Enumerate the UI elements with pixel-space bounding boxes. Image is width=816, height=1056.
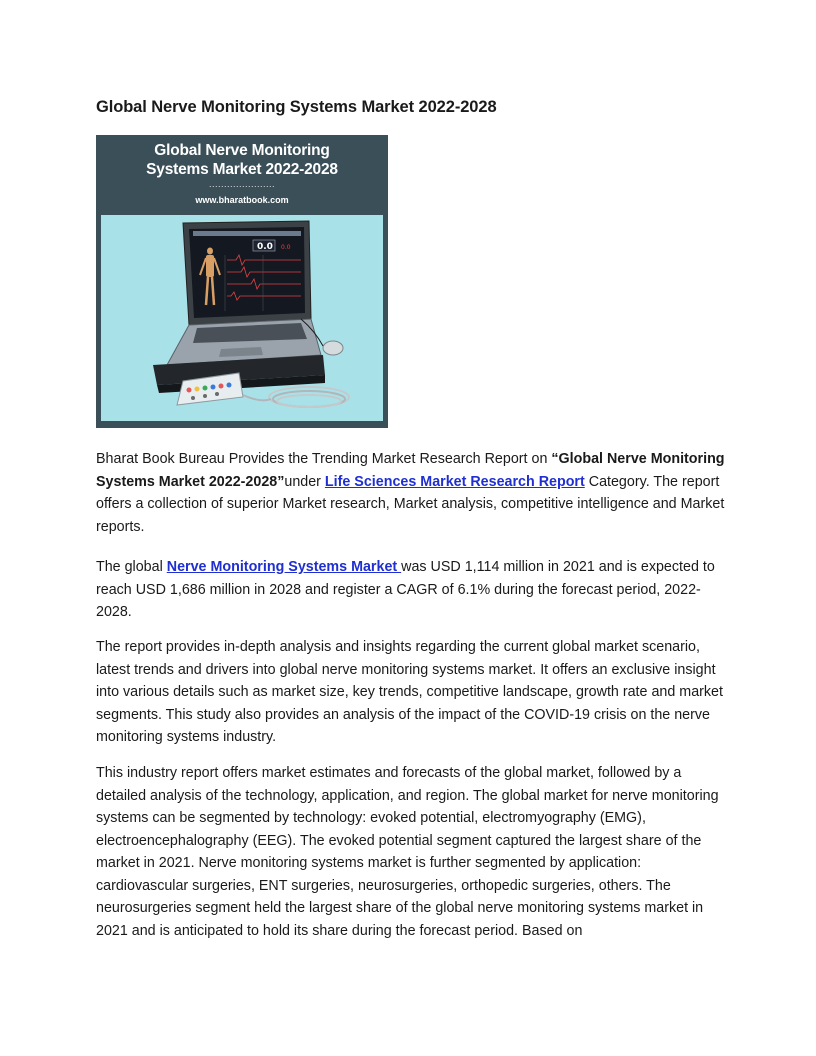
banner-url: www.bharatbook.com [195, 195, 289, 205]
page-title: Global Nerve Monitoring Systems Market 2022-2028 [96, 98, 497, 116]
segmentation-paragraph: This industry report offers market estimates and forecasts of the global market, followed by a detailed analysis of the technology, application, and region. The global market for nerve monitoring systems can be segmented by technology: evoked potential, electromyography (EMG), electroencephalography (EEG). The evoked potential segment captured the largest share of the market in 2021. Nerve monitoring systems market is further segmented by application: cardiovascular surgeries, ENT surgeries, neurosurgeries, orthopedic surgeries, others. The neurosurgeries segment held the largest share of the global nerve monitoring systems market in 2021 and is anticipated to hold its share during the forecast period. Based on [96, 765, 719, 939]
banner-dots: ...................... [208, 179, 275, 189]
report-title-bold: “Global Nerve Monitoring Systems Market 2022-2028” [96, 451, 725, 490]
intro-paragraph [96, 448, 726, 538]
intro-text-after: Category. The report offers a collection of superior Market research, Market analysis, competitive intelligence and Market reports. [96, 473, 725, 535]
banner-header [96, 141, 388, 205]
mouse [323, 341, 343, 355]
nerve-monitoring-market-link[interactable]: Nerve Monitoring Systems Market [166, 559, 402, 575]
banner-title-line2: Systems Market 2022-2028 [146, 161, 338, 178]
nerve-monitor-illustration [101, 215, 383, 421]
report-banner-image [96, 135, 388, 428]
market-text-before: The global [96, 559, 167, 575]
screen-readout-2: 0.0 [281, 244, 291, 251]
market-size-paragraph [96, 556, 726, 624]
banner-title-line1: Global Nerve Monitoring [154, 142, 330, 159]
intro-text-mid: under [284, 473, 325, 490]
screen-readout: 0.0 [257, 242, 273, 252]
intro-text-before: Bharat Book Bureau Provides the Trending Market Research Report on [96, 451, 552, 467]
analysis-paragraph: The report provides in-depth analysis and insights regarding the current global market scenario, latest trends and drivers into global nerve monitoring systems market. It offers an exclusive insight into various details such as market size, key trends, competitive landscape, growth rate and market segments. This study also provides an analysis of the impact of the COVID-19 crisis on the nerve monitoring systems industry. [96, 639, 723, 745]
market-text-after: was USD 1,114 million in 2021 and is expected to reach USD 1,686 million in 2028 and register a CAGR of 6.1% during the forecast period, 2022-2028. [96, 559, 715, 620]
life-sciences-report-link[interactable]: Life Sciences Market Research Report [324, 473, 585, 490]
